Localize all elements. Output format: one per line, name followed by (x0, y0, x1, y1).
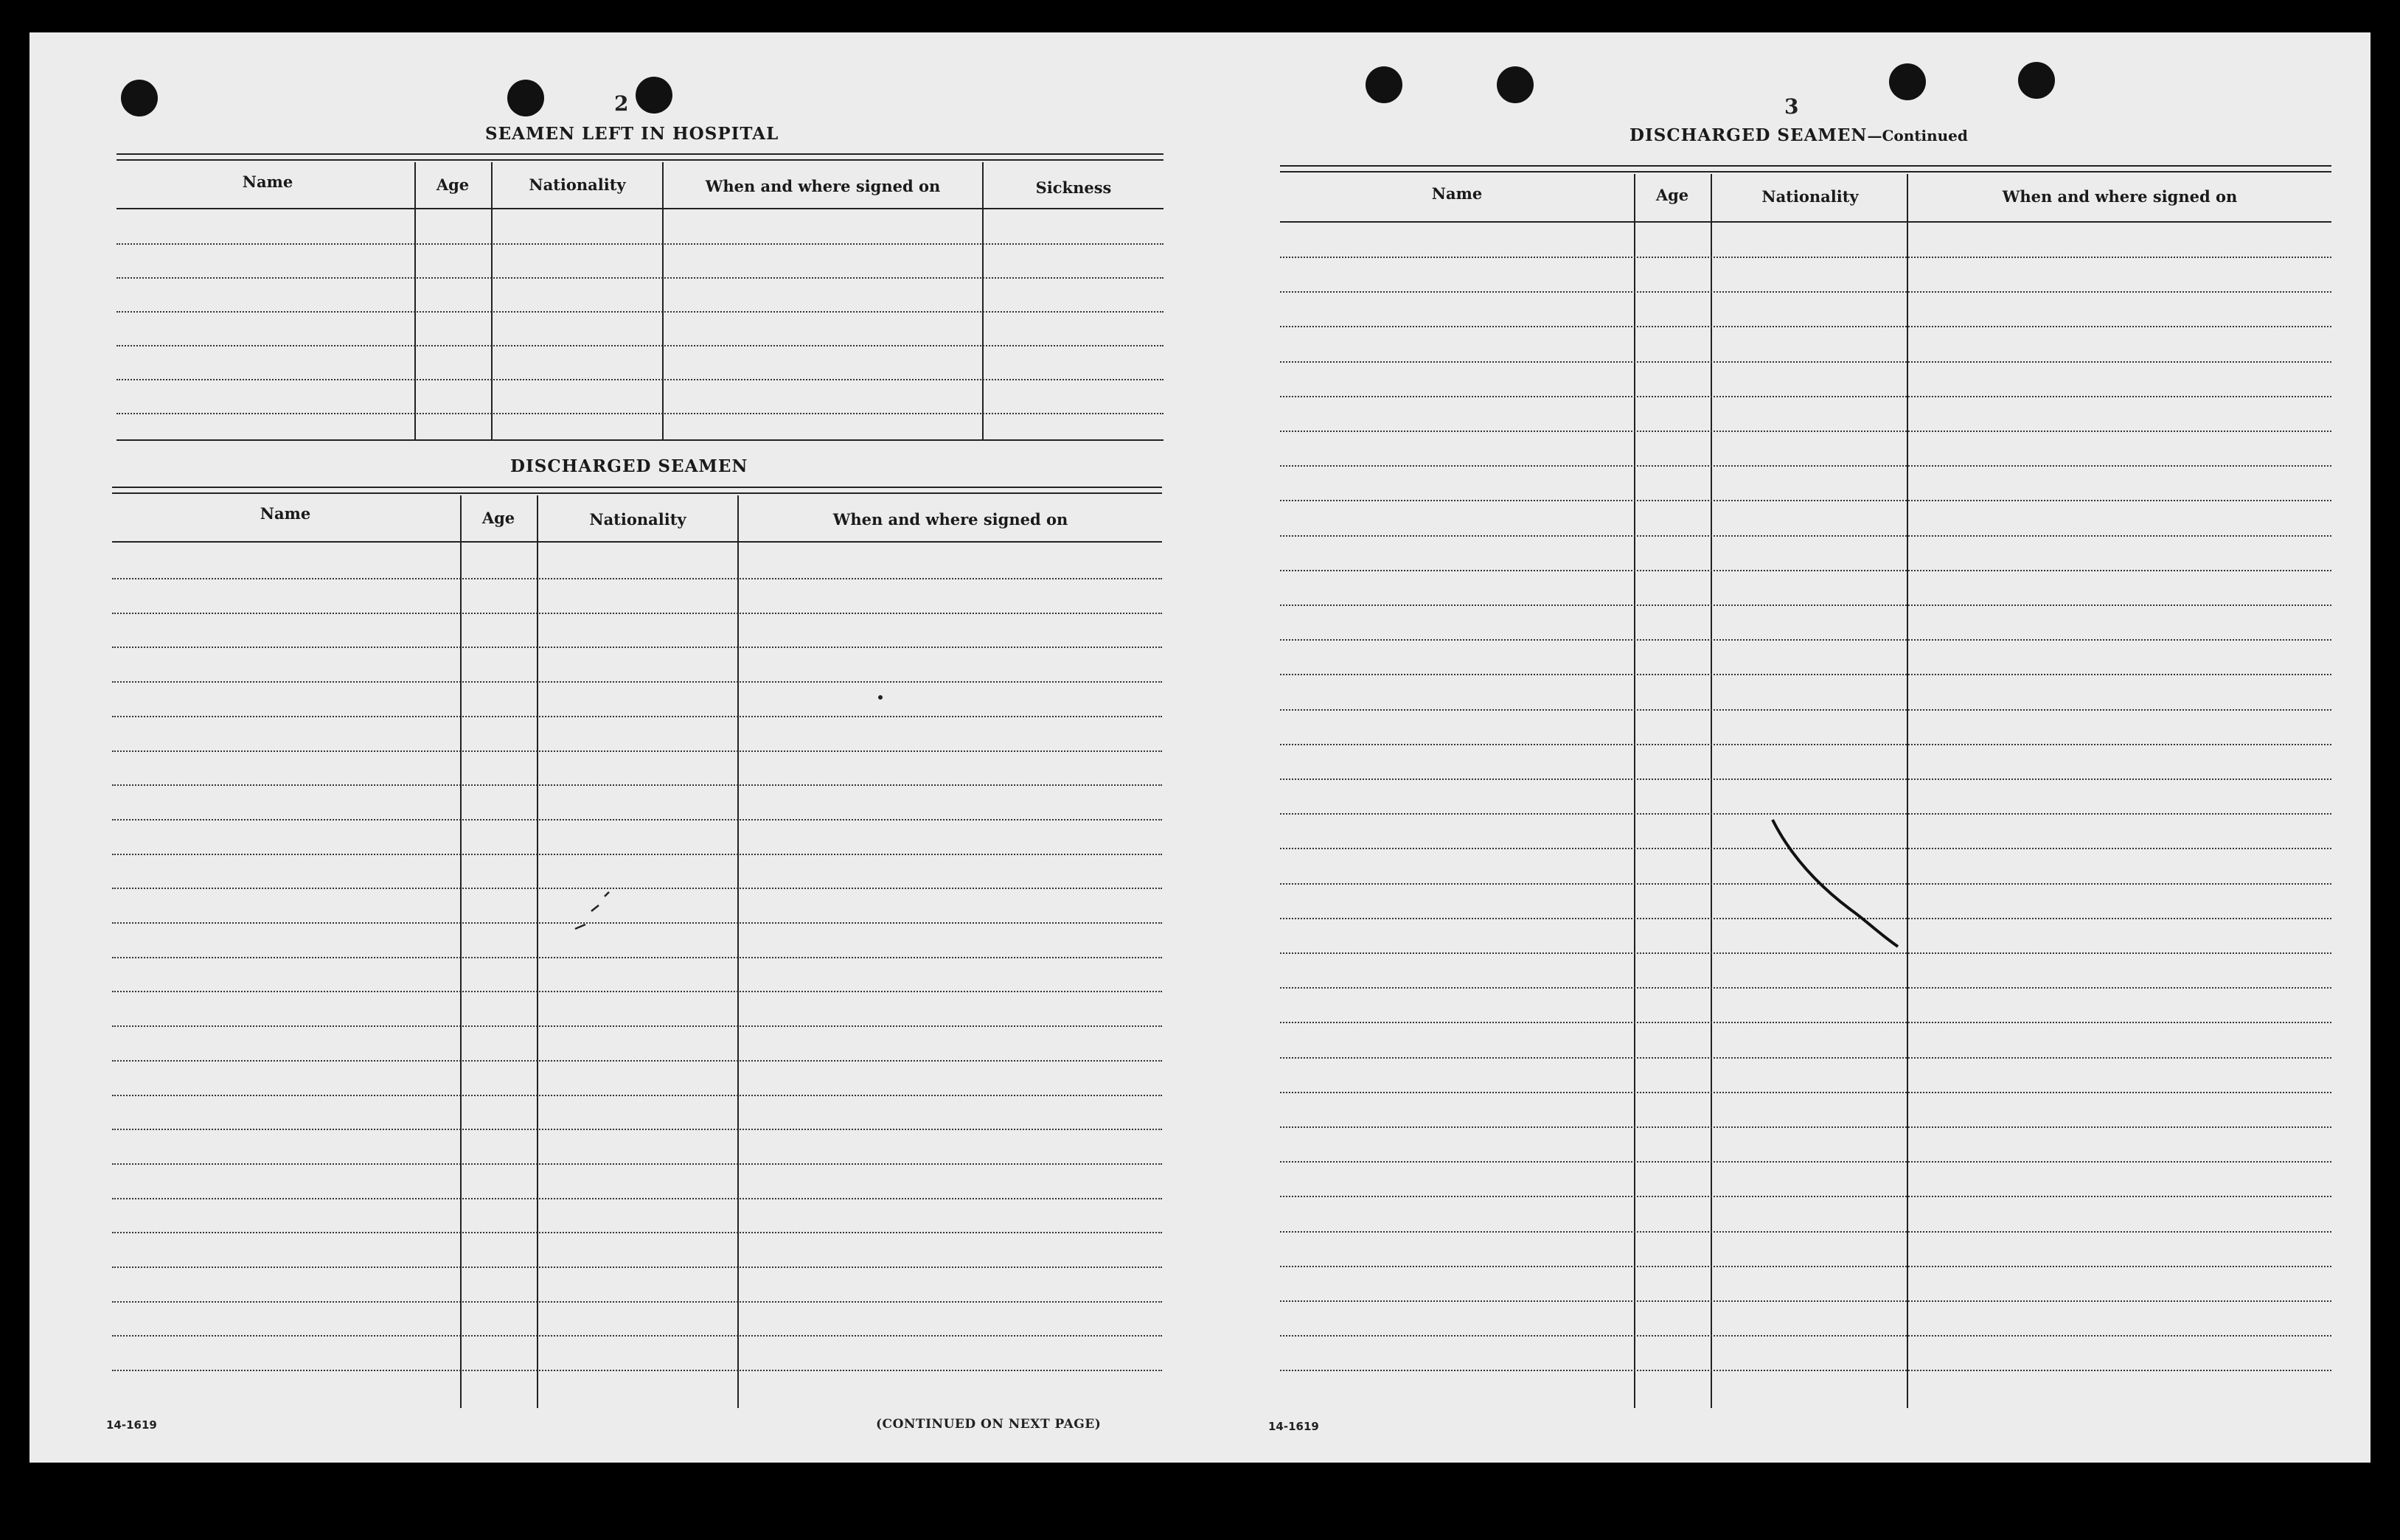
hospital-col-name: Name (242, 173, 293, 191)
continued-note: (CONTINUED ON NEXT PAGE) (876, 1417, 1102, 1432)
hospital-table-title: SEAMEN LEFT IN HOSPITAL (485, 124, 779, 144)
hospital-col-nationality: Nationality (529, 175, 626, 194)
discharged-col-when-where: When and where signed on (832, 510, 1068, 529)
ledger-sheet (29, 32, 2371, 1463)
discharged-col-nationality: Nationality (589, 510, 686, 529)
page-number-right: 3 (1784, 94, 1799, 119)
hospital-col-age: Age (436, 175, 470, 194)
hospital-col-sickness: Sickness (1035, 178, 1112, 197)
discharged-col-name: Name (260, 504, 311, 523)
pen-mark-icon (29, 32, 2371, 1463)
form-number-right: 14-1619 (1268, 1420, 1319, 1433)
continued-col-nationality: Nationality (1761, 187, 1859, 206)
page-number-left: 2 (614, 91, 629, 116)
continued-col-when-where: When and where signed on (2002, 187, 2238, 206)
discharged-table-title: DISCHARGED SEAMEN (510, 456, 748, 476)
form-number-left: 14-1619 (106, 1418, 157, 1432)
discharged-continued-suffix: —Continued (1867, 127, 1968, 144)
discharged-continued-title-main: DISCHARGED SEAMEN (1629, 125, 1868, 145)
continued-col-name: Name (1431, 184, 1483, 203)
discharged-col-age: Age (481, 509, 515, 527)
hospital-col-when-where: When and where signed on (705, 177, 941, 195)
continued-col-age: Age (1655, 186, 1689, 204)
